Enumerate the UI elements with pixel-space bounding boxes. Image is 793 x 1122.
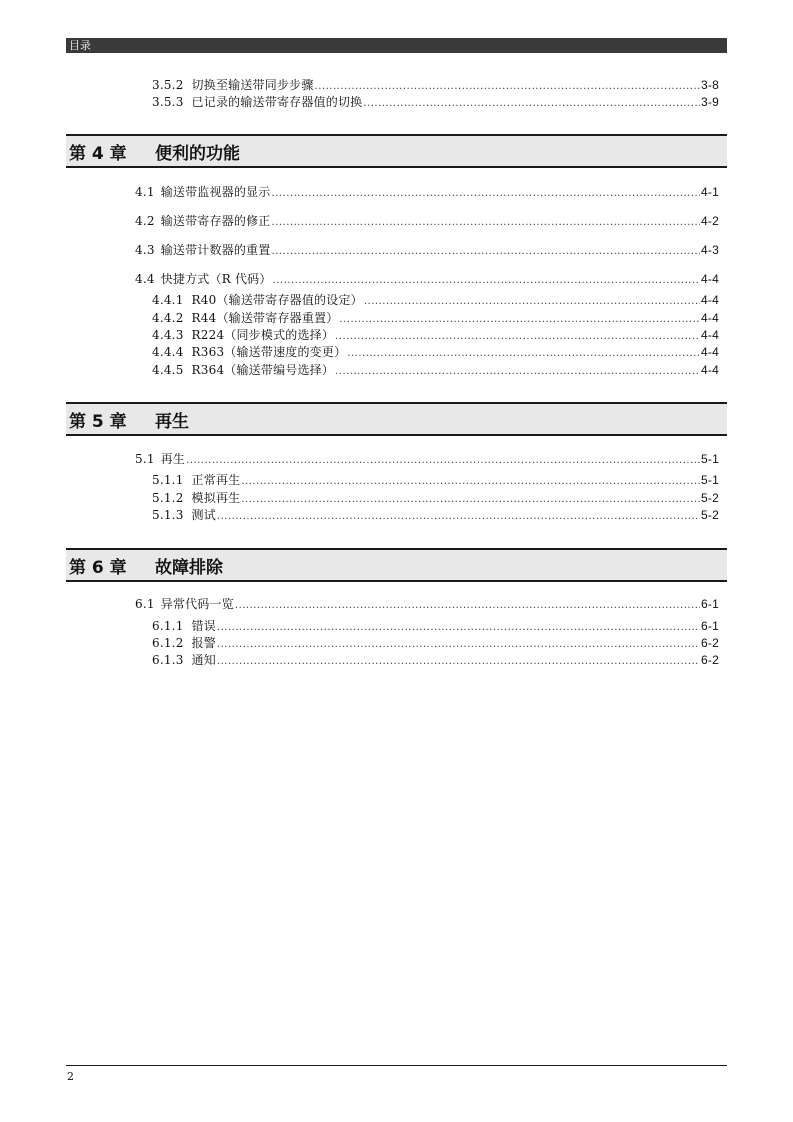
toc-entry-page: 5-1 bbox=[701, 473, 719, 487]
toc-entry-title: 快捷方式（R 代码） bbox=[160, 272, 272, 286]
toc-entry-number: 3.5.3 bbox=[152, 95, 184, 109]
toc-entry[interactable] bbox=[152, 472, 719, 488]
toc-entry[interactable] bbox=[135, 271, 719, 287]
header-label: 目录 bbox=[69, 39, 91, 52]
toc-entry[interactable] bbox=[152, 327, 719, 343]
toc-entry-title: R364（输送带编号选择） bbox=[191, 363, 335, 377]
chapter-heading[interactable] bbox=[66, 402, 727, 436]
toc-entry-title: 通知 bbox=[191, 653, 216, 667]
toc-entry-title: 输送带监视器的显示 bbox=[160, 185, 271, 199]
toc-entry[interactable] bbox=[135, 184, 719, 200]
toc-entry[interactable] bbox=[152, 490, 719, 506]
chapter-number: 第 6 章 bbox=[69, 557, 127, 578]
toc-entry-number: 4.4.2 bbox=[152, 311, 184, 325]
toc-leader-dots bbox=[339, 312, 700, 328]
toc-leader-dots bbox=[217, 654, 700, 670]
toc-entry-number: 4.4.1 bbox=[152, 293, 184, 307]
toc-entry-title: 再生 bbox=[160, 452, 186, 466]
toc-entry[interactable] bbox=[152, 77, 719, 93]
toc-leader-dots bbox=[235, 598, 700, 614]
toc-entry-page: 4-4 bbox=[701, 328, 719, 342]
toc-leader-dots bbox=[217, 620, 700, 636]
toc-entry-number: 6.1.3 bbox=[152, 653, 184, 667]
toc-entry-page: 6-1 bbox=[701, 619, 719, 633]
toc-entry-title: 报警 bbox=[191, 636, 216, 650]
toc-leader-dots bbox=[241, 474, 700, 490]
toc-leader-dots bbox=[272, 244, 701, 260]
toc-entry-number: 4.4.5 bbox=[152, 363, 184, 377]
toc-entry-page: 4-1 bbox=[701, 185, 719, 199]
toc-entry[interactable] bbox=[152, 344, 719, 360]
toc-entry-number: 4.3 bbox=[135, 243, 155, 257]
toc-entry-title: R224（同步模式的选择） bbox=[191, 328, 335, 342]
toc-entry-title: 正常再生 bbox=[191, 473, 241, 487]
chapter-title: 再生 bbox=[155, 411, 189, 432]
toc-entry[interactable] bbox=[135, 451, 719, 467]
chapter-heading[interactable] bbox=[66, 548, 727, 582]
footer-divider bbox=[66, 1065, 727, 1066]
toc-entry-number: 4.4.4 bbox=[152, 345, 184, 359]
toc-entry-title: 模拟再生 bbox=[191, 491, 241, 505]
toc-leader-dots bbox=[272, 186, 701, 202]
toc-entry-page: 6-2 bbox=[701, 636, 719, 650]
toc-leader-dots bbox=[186, 453, 700, 469]
toc-entry-number: 3.5.2 bbox=[152, 78, 184, 92]
toc-leader-dots bbox=[347, 346, 700, 362]
toc-entry-title: R44（输送带寄存器重置） bbox=[191, 311, 339, 325]
toc-entry-number: 6.1.2 bbox=[152, 636, 184, 650]
toc-leader-dots bbox=[217, 637, 700, 653]
toc-entry[interactable] bbox=[152, 507, 719, 523]
toc-entry-page: 3-8 bbox=[701, 78, 719, 92]
toc-entry-page: 5-2 bbox=[701, 491, 719, 505]
toc-entry[interactable] bbox=[152, 652, 719, 668]
toc-entry-title: 测试 bbox=[191, 508, 216, 522]
toc-entry[interactable] bbox=[135, 213, 719, 229]
chapter-heading[interactable] bbox=[66, 134, 727, 168]
toc-entry-number: 6.1 bbox=[135, 597, 155, 611]
chapter-number: 第 4 章 bbox=[69, 143, 127, 164]
header-bar bbox=[66, 38, 727, 53]
toc-leader-dots bbox=[241, 492, 700, 508]
toc-entry-number: 4.1 bbox=[135, 185, 155, 199]
toc-entry-page: 4-4 bbox=[701, 311, 719, 325]
toc-entry-page: 4-4 bbox=[701, 272, 719, 286]
toc-entry-title: R363（输送带速度的变更） bbox=[191, 345, 347, 359]
toc-entry-number: 5.1.2 bbox=[152, 491, 184, 505]
toc-entry-number: 4.4.3 bbox=[152, 328, 184, 342]
toc-entry[interactable] bbox=[135, 596, 719, 612]
toc-entry-number: 5.1.1 bbox=[152, 473, 184, 487]
toc-entry-page: 4-4 bbox=[701, 345, 719, 359]
toc-entry-number: 4.2 bbox=[135, 214, 155, 228]
toc-entry-page: 6-1 bbox=[701, 597, 719, 611]
toc-entry[interactable] bbox=[135, 242, 719, 258]
toc-leader-dots bbox=[335, 329, 700, 345]
toc-entry-title: 已记录的输送带寄存器值的切换 bbox=[191, 95, 363, 109]
toc-entry-title: 切换至输送带同步步骤 bbox=[191, 78, 314, 92]
chapter-title: 便利的功能 bbox=[155, 143, 240, 164]
chapter-title: 故障排除 bbox=[155, 557, 223, 578]
chapter-number: 第 5 章 bbox=[69, 411, 127, 432]
toc-entry-number: 4.4 bbox=[135, 272, 155, 286]
toc-leader-dots bbox=[315, 79, 700, 95]
toc-leader-dots bbox=[217, 509, 700, 525]
toc-entry[interactable] bbox=[152, 310, 719, 326]
toc-entry[interactable] bbox=[152, 94, 719, 110]
toc-leader-dots bbox=[363, 96, 700, 112]
toc-entry-page: 6-2 bbox=[701, 653, 719, 667]
footer-page-number: 2 bbox=[67, 1070, 74, 1083]
toc-leader-dots bbox=[272, 215, 701, 231]
toc-entry-page: 5-2 bbox=[701, 508, 719, 522]
toc-entry[interactable] bbox=[152, 635, 719, 651]
toc-entry-title: 输送带计数器的重置 bbox=[160, 243, 271, 257]
toc-entry-page: 3-9 bbox=[701, 95, 719, 109]
toc-entry-page: 4-2 bbox=[701, 214, 719, 228]
toc-leader-dots bbox=[364, 294, 700, 310]
toc-leader-dots bbox=[335, 364, 700, 380]
toc-entry-title: 异常代码一览 bbox=[160, 597, 234, 611]
toc-entry-title: 错误 bbox=[191, 619, 216, 633]
toc-entry[interactable] bbox=[152, 362, 719, 378]
toc-entry-page: 5-1 bbox=[701, 452, 719, 466]
toc-entry-number: 5.1.3 bbox=[152, 508, 184, 522]
toc-entry-number: 5.1 bbox=[135, 452, 155, 466]
toc-entry-page: 4-4 bbox=[701, 363, 719, 377]
toc-entry-title: R40（输送带寄存器值的设定） bbox=[191, 293, 363, 307]
toc-entry-page: 4-3 bbox=[701, 243, 719, 257]
toc-entry-title: 输送带寄存器的修正 bbox=[160, 214, 271, 228]
toc-entry[interactable] bbox=[152, 618, 719, 634]
toc-entry[interactable] bbox=[152, 292, 719, 308]
toc-leader-dots bbox=[273, 273, 701, 289]
toc-entry-number: 6.1.1 bbox=[152, 619, 184, 633]
toc-entry-page: 4-4 bbox=[701, 293, 719, 307]
